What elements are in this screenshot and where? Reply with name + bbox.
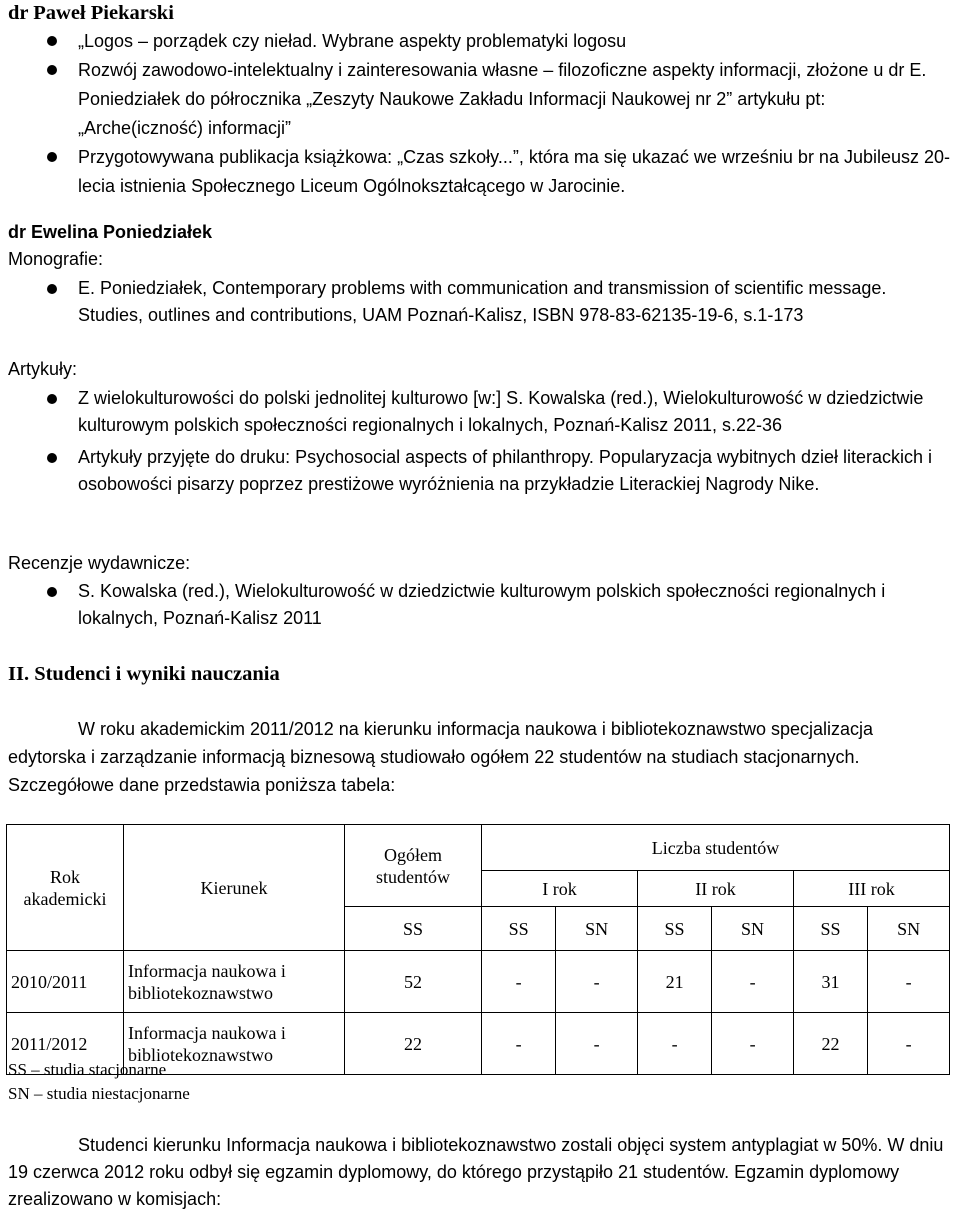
students-paragraph: W roku akademickim 2011/2012 na kierunku informacja naukowa i bibliotekoznawstwo specjalizacja edytorska i zarządzanie informacją biznesową studiowało ogółem 22 studentów na studiach stacjonarnych. Szczegółowe dane przedstawia poniższa tabela: bbox=[8, 719, 874, 795]
cell-value: - bbox=[556, 951, 638, 1013]
cell-value: - bbox=[637, 1013, 711, 1075]
artykuly-list bbox=[8, 385, 954, 498]
students-table bbox=[6, 824, 950, 1075]
cell-rok: 2010/2011 bbox=[7, 951, 124, 1013]
piekarski-list bbox=[8, 27, 954, 201]
cell-value: - bbox=[556, 1013, 638, 1075]
table-legend bbox=[8, 1058, 190, 1106]
antiplagiat-paragraph: Studenci kierunku Informacja naukowa i bibliotekoznawstwo zostali objęci system antyplagiat w 50%. W dniu 19 czerwca 2012 roku odbył się egzamin dyplomowy, do którego przystąpiło 21 studentów. Egzamin dyplomowy zrealizowano w komisjach: bbox=[8, 1135, 944, 1209]
col-subheader: SN bbox=[868, 907, 950, 951]
list-item: S. Kowalska (red.), Wielokulturowość w dziedzictwie kulturowym polskich społeczności regionalnych i lokalnych, Poznań-Kalisz 2011 bbox=[8, 578, 954, 632]
artykuly-label: Artykuły: bbox=[8, 359, 78, 379]
monografie-list bbox=[8, 275, 954, 329]
col-header-year: II rok bbox=[637, 871, 793, 907]
cell-value: - bbox=[712, 951, 794, 1013]
legend-sn: SN – studia niestacjonarne bbox=[8, 1084, 190, 1103]
col-subheader: SN bbox=[556, 907, 638, 951]
cell-value: - bbox=[868, 951, 950, 1013]
list-item: Przygotowywana publikacja książkowa: „Czas szkoły...”, która ma się ukazać we wrześniu br na Jubileusz 20-lecia istnienia Społecznego Liceum Ogólnokształcącego w Jarocinie. bbox=[8, 143, 954, 201]
cell-value: - bbox=[482, 1013, 556, 1075]
col-subheader: SS bbox=[793, 907, 867, 951]
col-header-year: III rok bbox=[793, 871, 949, 907]
list-item: Rozwój zawodowo-intelektualny i zainteresowania własne – filozoficzne aspekty informacji, złożone u dr E. Poniedziałek do półrocznika „Zeszyty Naukowe Zakładu Informacji Naukowej nr 2” artykułu pt: „Arche(iczność) informacji” bbox=[8, 56, 954, 143]
recenzje-label: Recenzje wydawnicze: bbox=[8, 553, 191, 573]
cell-value: 31 bbox=[793, 951, 867, 1013]
cell-value: 22 bbox=[793, 1013, 867, 1075]
cell-kierunek: Informacja naukowa i bibliotekoznawstwo bbox=[124, 951, 345, 1013]
legend-ss: SS – studia stacjonarne bbox=[8, 1060, 167, 1079]
cell-value: 21 bbox=[637, 951, 711, 1013]
col-header-liczba: Liczba studentów bbox=[482, 825, 950, 871]
cell-value: 22 bbox=[345, 1013, 482, 1075]
monografie-label: Monografie: bbox=[8, 249, 104, 269]
recenzje-list bbox=[8, 578, 954, 632]
col-subheader: SS bbox=[345, 907, 482, 951]
cell-kierunek: Informacja naukowa i bibliotekoznawstwo bbox=[124, 1013, 345, 1075]
list-item: „Logos – porządek czy nieład. Wybrane aspekty problematyki logosu bbox=[8, 27, 954, 56]
cell-value: - bbox=[482, 951, 556, 1013]
col-subheader: SS bbox=[482, 907, 556, 951]
table-row bbox=[7, 951, 950, 1013]
section-heading: II. Studenci i wyniki nauczania bbox=[8, 663, 280, 685]
col-subheader: SS bbox=[637, 907, 711, 951]
cell-value: - bbox=[868, 1013, 950, 1075]
cell-value: 52 bbox=[345, 951, 482, 1013]
list-item: E. Poniedziałek, Contemporary problems with communication and transmission of scientific message. Studies, outlines and contributions, UAM Poznań-Kalisz, ISBN 978-83-62135-19-6, s.1-173 bbox=[8, 275, 954, 329]
cell-rok: 2011/2012 bbox=[7, 1013, 124, 1075]
list-item: Z wielokulturowości do polski jednolitej kulturowo [w:] S. Kowalska (red.), Wielokulturowość w dziedzictwie kulturowym polskich społeczności regionalnych i lokalnych, Poznań-Kalisz 2011, s.22-36 bbox=[8, 385, 954, 439]
col-header-kierunek: Kierunek bbox=[124, 825, 345, 951]
cell-value: - bbox=[712, 1013, 794, 1075]
col-header-ogolem: Ogółem studentów bbox=[345, 825, 482, 907]
list-item: Artykuły przyjęte do druku: Psychosocial aspects of philanthropy. Popularyzacja wybitnych dzieł literackich i osobowości pisarzy poprzez prestiżowe wyróżnienia na przykładzie Literackiej Nagrody Nike. bbox=[8, 444, 954, 498]
col-header-rok: Rok akademicki bbox=[7, 825, 124, 951]
col-header-year: I rok bbox=[482, 871, 638, 907]
author-piekarski: dr Paweł Piekarski bbox=[8, 2, 174, 24]
author-poniedzialek: dr Ewelina Poniedziałek bbox=[8, 222, 213, 242]
col-subheader: SN bbox=[712, 907, 794, 951]
